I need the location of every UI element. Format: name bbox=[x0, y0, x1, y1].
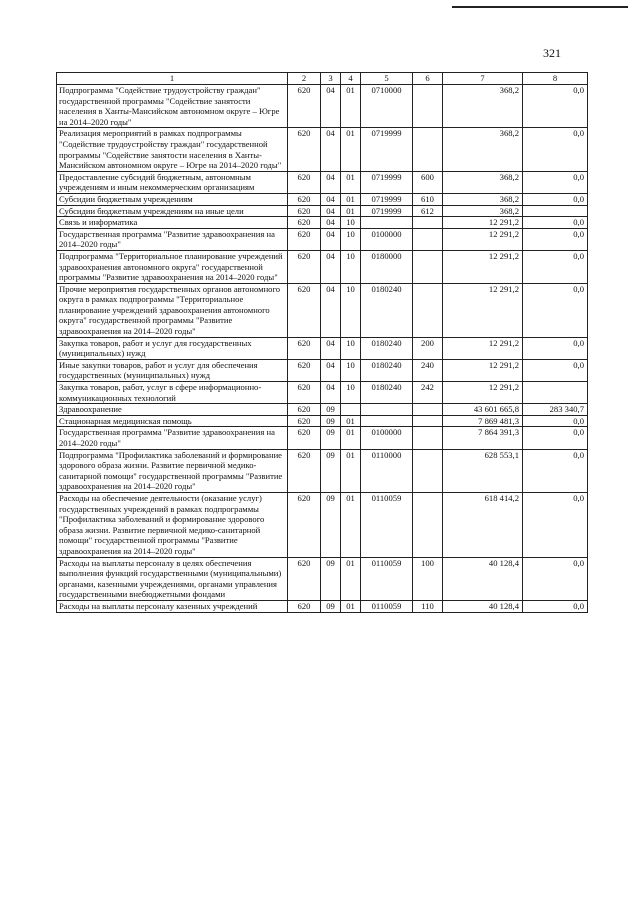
budget-table bbox=[56, 72, 588, 613]
item-name: Расходы на выплаты персоналу в целях обеспечения выполнения функций государственными (муниципальными) органами, казенными учреждениями, органами управления государственными внебюджетными фондами bbox=[57, 557, 288, 600]
target-article-code: 0180240 bbox=[361, 382, 413, 404]
target-article-code: 0110059 bbox=[361, 557, 413, 600]
table-row bbox=[57, 415, 588, 427]
table-body bbox=[57, 85, 588, 613]
section-code: 09 bbox=[321, 557, 341, 600]
amount-subvention: 0,0 bbox=[523, 415, 588, 427]
item-name: Подпрограмма "Территориальное планирование учреждений здравоохранения автономного округа" государственной программы "Развитие здравоохранения на 2014–2020 годы" bbox=[57, 250, 288, 283]
amount-total: 12 291,2 bbox=[443, 359, 523, 381]
target-article-code bbox=[361, 415, 413, 427]
section-code: 04 bbox=[321, 205, 341, 217]
item-name: Государственная программа "Развитие здравоохранения на 2014–2020 годы" bbox=[57, 427, 288, 449]
col-header-5: 5 bbox=[361, 73, 413, 85]
col-header-1: 1 bbox=[57, 73, 288, 85]
expense-type-code: 612 bbox=[413, 205, 443, 217]
amount-subvention: 0,0 bbox=[523, 85, 588, 128]
expense-type-code bbox=[413, 492, 443, 557]
item-name: Реализация мероприятий в рамках подпрограммы "Содействие трудоустройству граждан" государственной программы "Содействие занятости населения в Ханты-Мансийском автономном округе – Югре на 2014–2020 годы" bbox=[57, 128, 288, 171]
col-header-7: 7 bbox=[443, 73, 523, 85]
amount-total: 7 869 481,3 bbox=[443, 415, 523, 427]
subsection-code: 10 bbox=[341, 359, 361, 381]
ministry-code: 620 bbox=[288, 217, 321, 229]
table-row bbox=[57, 85, 588, 128]
amount-subvention bbox=[523, 382, 588, 404]
subsection-code: 01 bbox=[341, 205, 361, 217]
expense-type-code bbox=[413, 128, 443, 171]
item-name: Закупка товаров, работ, услуг в сфере информационно-коммуникационных технологий bbox=[57, 382, 288, 404]
section-code: 04 bbox=[321, 337, 341, 359]
item-name: Расходы на обеспечение деятельности (оказание услуг) государственных учреждений в рамках подпрограммы "Профилактика заболеваний и формирование здорового образа жизни. Развитие первичной медико-санитарной помощи" государственной программы "Развитие здравоохранения на 2014–2020 годы" bbox=[57, 492, 288, 557]
expense-type-code bbox=[413, 427, 443, 449]
ministry-code: 620 bbox=[288, 600, 321, 612]
ministry-code: 620 bbox=[288, 359, 321, 381]
amount-total: 368,2 bbox=[443, 128, 523, 171]
amount-total: 618 414,2 bbox=[443, 492, 523, 557]
amount-subvention: 0,0 bbox=[523, 193, 588, 205]
col-header-6: 6 bbox=[413, 73, 443, 85]
section-code: 09 bbox=[321, 600, 341, 612]
expense-type-code bbox=[413, 404, 443, 416]
table-row bbox=[57, 449, 588, 492]
item-name: Иные закупки товаров, работ и услуг для обеспечения государственных (муниципальных) нужд bbox=[57, 359, 288, 381]
col-header-8: 8 bbox=[523, 73, 588, 85]
target-article-code bbox=[361, 217, 413, 229]
amount-subvention: 0,0 bbox=[523, 228, 588, 250]
item-name: Субсидии бюджетным учреждениям на иные цели bbox=[57, 205, 288, 217]
expense-type-code bbox=[413, 217, 443, 229]
table-row bbox=[57, 492, 588, 557]
section-code: 04 bbox=[321, 128, 341, 171]
table-row bbox=[57, 128, 588, 171]
item-name: Подпрограмма "Содействие трудоустройству граждан" государственной программы "Содействие занятости населения в Ханты-Мансийском автономном округе – Югре на 2014–2020 годы" bbox=[57, 85, 288, 128]
amount-total: 368,2 bbox=[443, 171, 523, 193]
target-article-code: 0719999 bbox=[361, 205, 413, 217]
target-article-code: 0110059 bbox=[361, 600, 413, 612]
section-code: 04 bbox=[321, 193, 341, 205]
subsection-code: 01 bbox=[341, 427, 361, 449]
subsection-code: 01 bbox=[341, 600, 361, 612]
amount-total: 12 291,2 bbox=[443, 217, 523, 229]
amount-total: 12 291,2 bbox=[443, 337, 523, 359]
target-article-code: 0710000 bbox=[361, 85, 413, 128]
table-row bbox=[57, 382, 588, 404]
amount-total: 12 291,2 bbox=[443, 228, 523, 250]
item-name: Предоставление субсидий бюджетным, автономным учреждениям и иным некоммерческим организациям bbox=[57, 171, 288, 193]
amount-subvention: 0,0 bbox=[523, 171, 588, 193]
table-row bbox=[57, 205, 588, 217]
item-name: Закупка товаров, работ и услуг для государственных (муниципальных) нужд bbox=[57, 337, 288, 359]
amount-total: 7 864 391,3 bbox=[443, 427, 523, 449]
expense-type-code: 610 bbox=[413, 193, 443, 205]
amount-subvention: 0,0 bbox=[523, 217, 588, 229]
expense-type-code bbox=[413, 228, 443, 250]
table-row bbox=[57, 193, 588, 205]
subsection-code: 10 bbox=[341, 250, 361, 283]
section-code: 04 bbox=[321, 171, 341, 193]
target-article-code: 0719999 bbox=[361, 193, 413, 205]
section-code: 04 bbox=[321, 359, 341, 381]
subsection-code: 01 bbox=[341, 128, 361, 171]
table-row bbox=[57, 557, 588, 600]
amount-subvention: 0,0 bbox=[523, 359, 588, 381]
ministry-code: 620 bbox=[288, 449, 321, 492]
table-row bbox=[57, 217, 588, 229]
expense-type-code: 240 bbox=[413, 359, 443, 381]
amount-subvention: 0,0 bbox=[523, 128, 588, 171]
col-header-4: 4 bbox=[341, 73, 361, 85]
expense-type-code bbox=[413, 250, 443, 283]
item-name: Здравоохранение bbox=[57, 404, 288, 416]
amount-total: 368,2 bbox=[443, 193, 523, 205]
amount-total: 12 291,2 bbox=[443, 250, 523, 283]
table-row bbox=[57, 171, 588, 193]
subsection-code: 10 bbox=[341, 228, 361, 250]
target-article-code: 0180000 bbox=[361, 250, 413, 283]
subsection-code: 10 bbox=[341, 217, 361, 229]
subsection-code: 10 bbox=[341, 337, 361, 359]
subsection-code: 10 bbox=[341, 283, 361, 337]
ministry-code: 620 bbox=[288, 557, 321, 600]
amount-subvention bbox=[523, 205, 588, 217]
ministry-code: 620 bbox=[288, 193, 321, 205]
subsection-code: 01 bbox=[341, 85, 361, 128]
amount-total: 40 128,4 bbox=[443, 600, 523, 612]
item-name: Подпрограмма "Профилактика заболеваний и формирование здорового образа жизни. Развитие первичной медико-санитарной помощи" государственной программы "Развитие здравоохранения на 2014–2020 годы" bbox=[57, 449, 288, 492]
expense-type-code: 600 bbox=[413, 171, 443, 193]
target-article-code: 0180240 bbox=[361, 359, 413, 381]
ministry-code: 620 bbox=[288, 85, 321, 128]
amount-subvention: 0,0 bbox=[523, 492, 588, 557]
section-code: 09 bbox=[321, 449, 341, 492]
ministry-code: 620 bbox=[288, 283, 321, 337]
item-name: Расходы на выплаты персоналу казенных учреждений bbox=[57, 600, 288, 612]
table-row bbox=[57, 337, 588, 359]
subsection-code bbox=[341, 404, 361, 416]
target-article-code: 0110000 bbox=[361, 449, 413, 492]
section-code: 04 bbox=[321, 85, 341, 128]
section-code: 04 bbox=[321, 217, 341, 229]
section-code: 09 bbox=[321, 415, 341, 427]
ministry-code: 620 bbox=[288, 382, 321, 404]
amount-total: 368,2 bbox=[443, 85, 523, 128]
section-code: 09 bbox=[321, 492, 341, 557]
expense-type-code bbox=[413, 415, 443, 427]
target-article-code bbox=[361, 404, 413, 416]
amount-subvention: 0,0 bbox=[523, 427, 588, 449]
target-article-code: 0100000 bbox=[361, 427, 413, 449]
amount-total: 628 553,1 bbox=[443, 449, 523, 492]
expense-type-code bbox=[413, 85, 443, 128]
section-code: 04 bbox=[321, 228, 341, 250]
amount-subvention: 0,0 bbox=[523, 283, 588, 337]
subsection-code: 01 bbox=[341, 415, 361, 427]
subsection-code: 01 bbox=[341, 557, 361, 600]
amount-total: 40 128,4 bbox=[443, 557, 523, 600]
table-row bbox=[57, 427, 588, 449]
subsection-code: 10 bbox=[341, 382, 361, 404]
ministry-code: 620 bbox=[288, 337, 321, 359]
amount-total: 43 601 665,8 bbox=[443, 404, 523, 416]
budget-table-container bbox=[56, 72, 587, 613]
ministry-code: 620 bbox=[288, 228, 321, 250]
table-row bbox=[57, 404, 588, 416]
subsection-code: 01 bbox=[341, 449, 361, 492]
table-row bbox=[57, 283, 588, 337]
amount-subvention: 0,0 bbox=[523, 250, 588, 283]
target-article-code: 0719999 bbox=[361, 128, 413, 171]
col-header-3: 3 bbox=[321, 73, 341, 85]
amount-subvention: 0,0 bbox=[523, 449, 588, 492]
amount-subvention: 283 340,7 bbox=[523, 404, 588, 416]
target-article-code: 0100000 bbox=[361, 228, 413, 250]
item-name: Субсидии бюджетным учреждениям bbox=[57, 193, 288, 205]
target-article-code: 0180240 bbox=[361, 283, 413, 337]
expense-type-code bbox=[413, 283, 443, 337]
target-article-code: 0180240 bbox=[361, 337, 413, 359]
page-number: 321 bbox=[543, 46, 561, 60]
amount-subvention: 0,0 bbox=[523, 337, 588, 359]
subsection-code: 01 bbox=[341, 171, 361, 193]
item-name: Связь и информатика bbox=[57, 217, 288, 229]
table-row bbox=[57, 228, 588, 250]
amount-total: 12 291,2 bbox=[443, 283, 523, 337]
item-name: Прочие мероприятия государственных органов автономного округа в рамках подпрограммы "Территориальное планирование учреждений здравоохранения автономного округа" государственной программы "Развитие здравоохранения на 2014–2020 годы" bbox=[57, 283, 288, 337]
amount-subvention: 0,0 bbox=[523, 600, 588, 612]
col-header-2: 2 bbox=[288, 73, 321, 85]
amount-subvention: 0,0 bbox=[523, 557, 588, 600]
ministry-code: 620 bbox=[288, 205, 321, 217]
expense-type-code: 242 bbox=[413, 382, 443, 404]
ministry-code: 620 bbox=[288, 415, 321, 427]
item-name: Государственная программа "Развитие здравоохранения на 2014–2020 годы" bbox=[57, 228, 288, 250]
ministry-code: 620 bbox=[288, 128, 321, 171]
section-code: 09 bbox=[321, 427, 341, 449]
section-code: 04 bbox=[321, 283, 341, 337]
table-row bbox=[57, 600, 588, 612]
expense-type-code bbox=[413, 449, 443, 492]
expense-type-code: 200 bbox=[413, 337, 443, 359]
amount-total: 12 291,2 bbox=[443, 382, 523, 404]
section-code: 04 bbox=[321, 382, 341, 404]
ministry-code: 620 bbox=[288, 492, 321, 557]
ministry-code: 620 bbox=[288, 250, 321, 283]
expense-type-code: 100 bbox=[413, 557, 443, 600]
subsection-code: 01 bbox=[341, 492, 361, 557]
subsection-code: 01 bbox=[341, 193, 361, 205]
ministry-code: 620 bbox=[288, 427, 321, 449]
target-article-code: 0110059 bbox=[361, 492, 413, 557]
table-row bbox=[57, 250, 588, 283]
expense-type-code: 110 bbox=[413, 600, 443, 612]
top-rule bbox=[452, 6, 628, 8]
ministry-code: 620 bbox=[288, 404, 321, 416]
header-row bbox=[57, 73, 588, 85]
section-code: 04 bbox=[321, 250, 341, 283]
table-row bbox=[57, 359, 588, 381]
item-name: Стационарная медицинская помощь bbox=[57, 415, 288, 427]
section-code: 09 bbox=[321, 404, 341, 416]
target-article-code: 0719999 bbox=[361, 171, 413, 193]
ministry-code: 620 bbox=[288, 171, 321, 193]
amount-total: 368,2 bbox=[443, 205, 523, 217]
